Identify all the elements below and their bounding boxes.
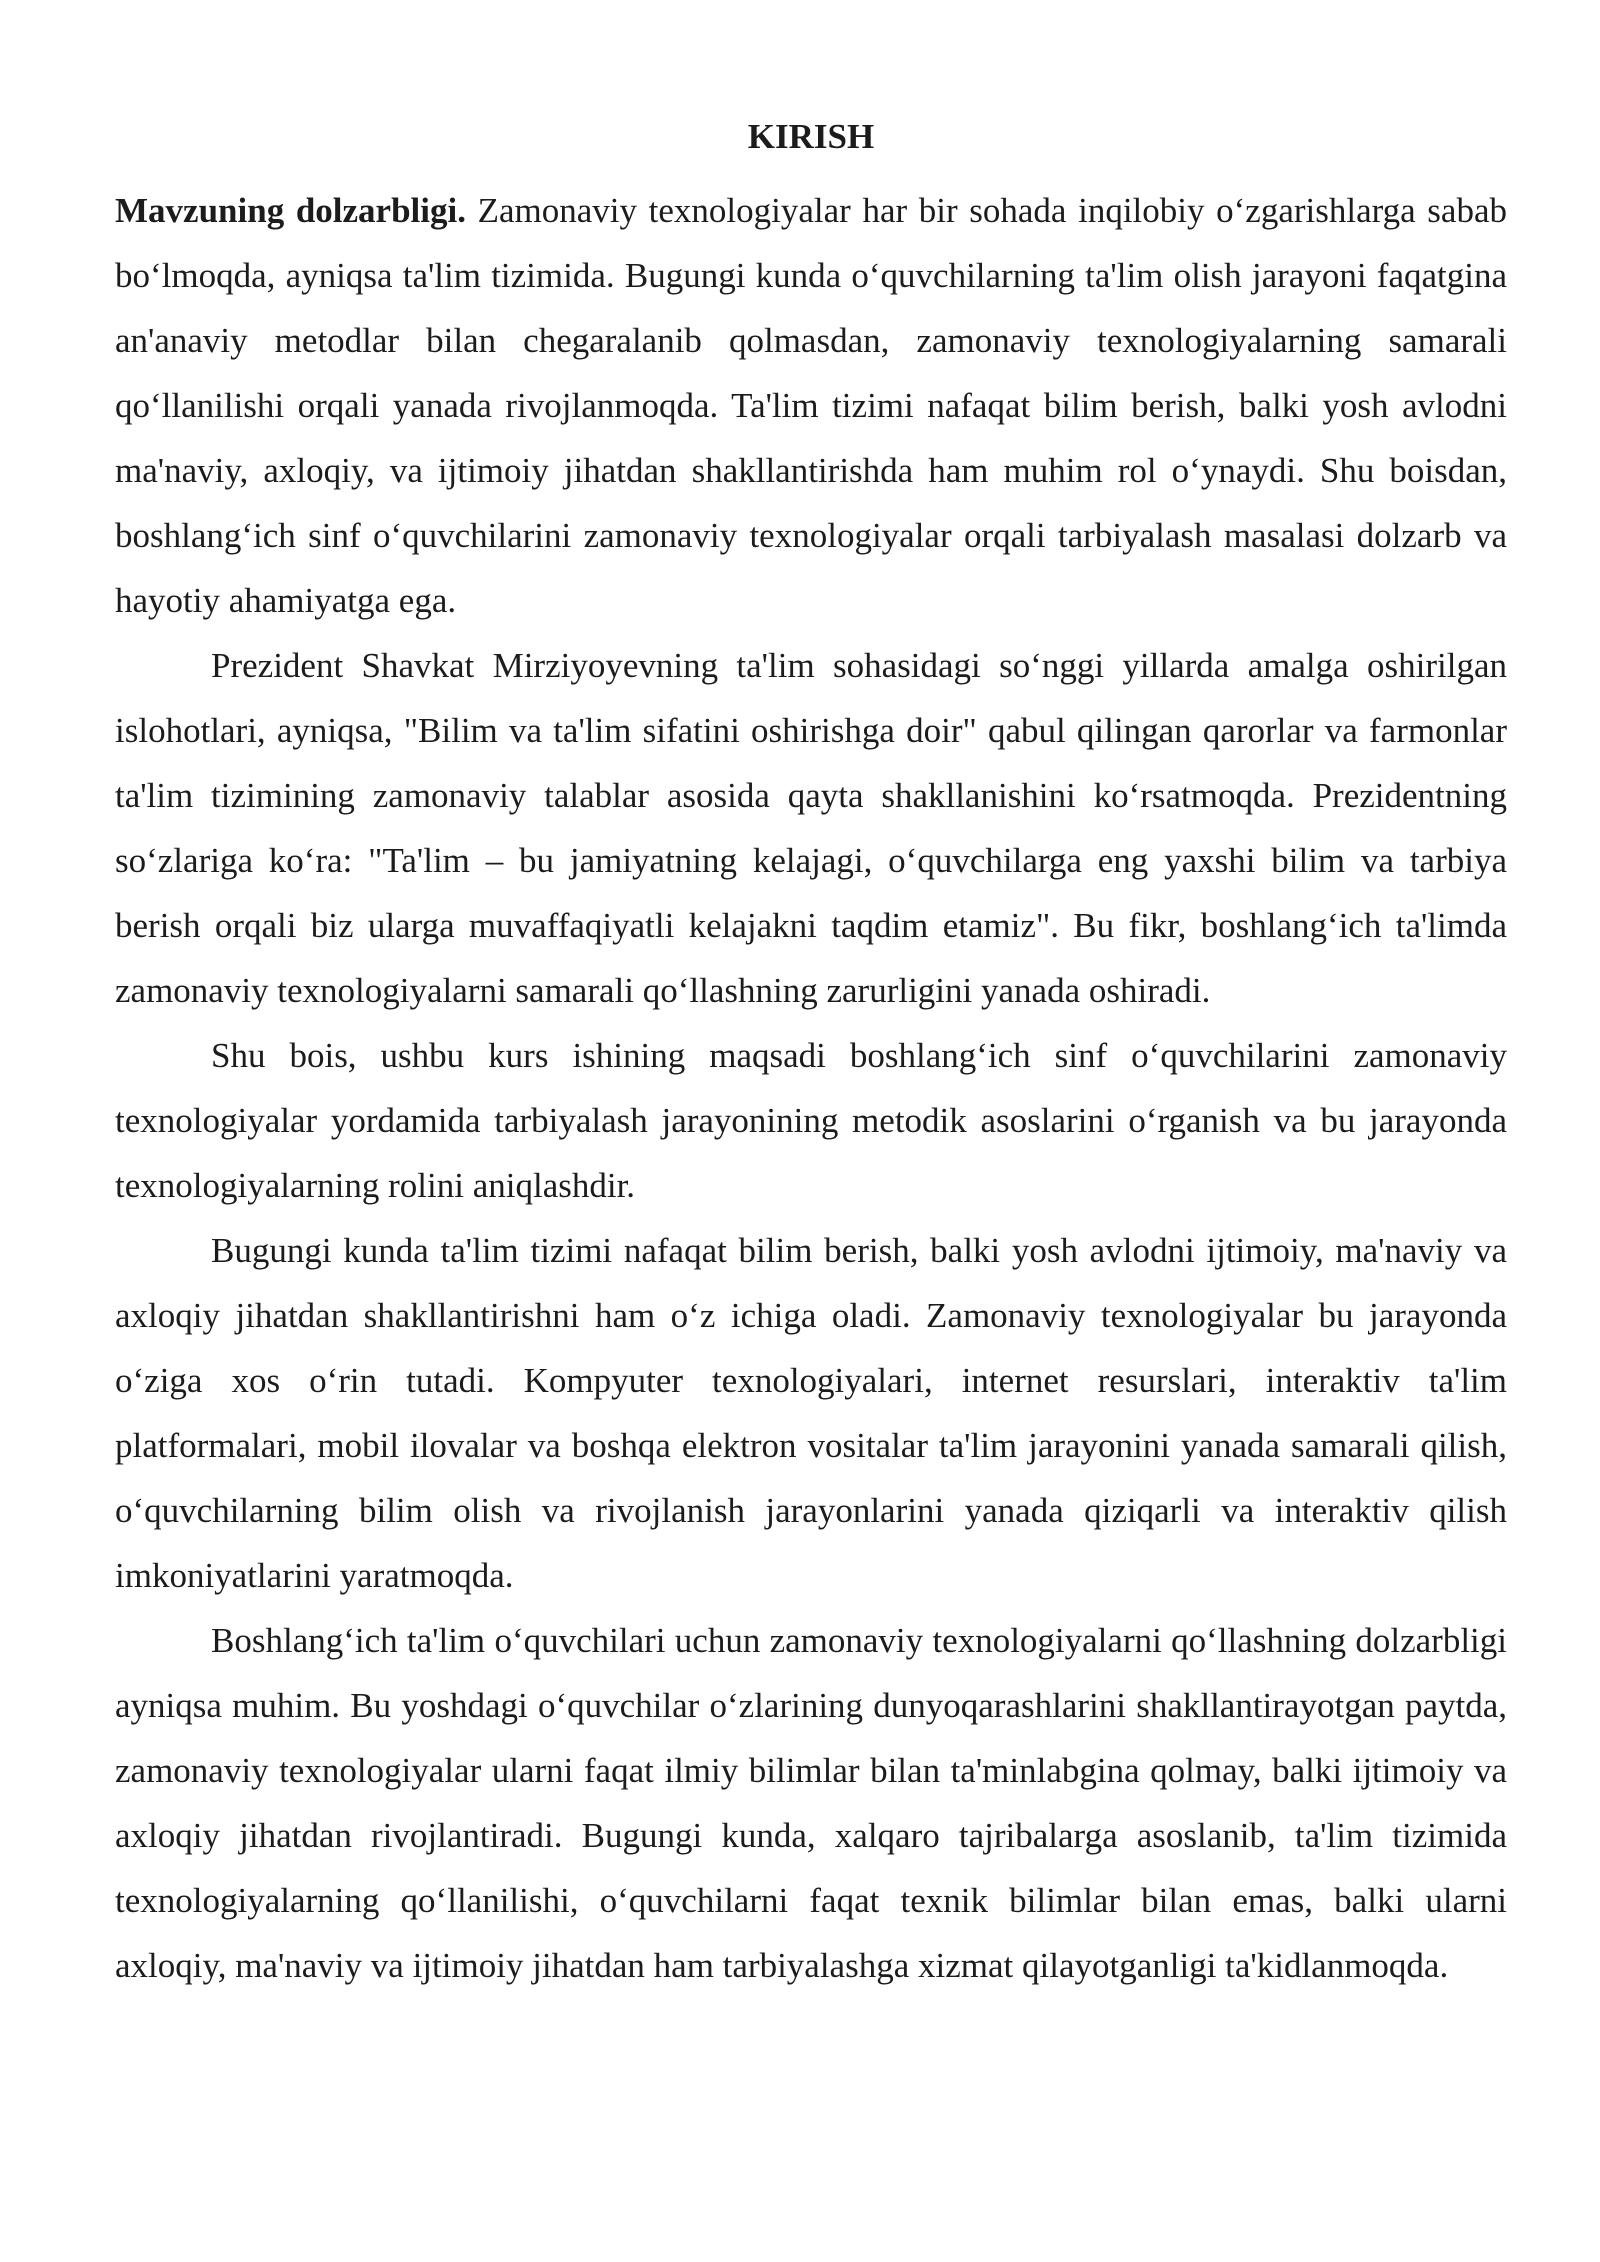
paragraph-modern-education: Bugungi kunda ta'lim tizimi nafaqat bilim berish, balki yosh avlodni ijtimoiy, ma'naviy va axloqiy jihatdan shakllantirishni ham o‘z ichiga oladi. Zamonaviy texnologiyalar bu jarayonda o‘ziga xos o‘rin tutadi. Kompyuter texnologiyalari, internet resurslari, interaktiv ta'lim platformalari, mobil ilovalar va boshqa elektron vositalar ta'lim jarayonini yanada samarali qilish, o‘quvchilarning bilim olish va rivojlanish jarayonlarini yanada qiziqarli va interaktiv qilish imkoniyatlarini yaratmoqda. (115, 1231, 1507, 1595)
section-lead: Mavzuning dolzarbligi. (115, 191, 466, 230)
intro-paragraph-text: Zamonaviy texnologiyalar har bir sohada inqilobiy o‘zgarishlarga sabab bo‘lmoqda, ayniqsa ta'lim tizimida. Bugungi kunda o‘quvchilarning ta'lim olish jarayoni faqatgina an'anaviy metodlar bilan chegaralanib qolmasdan, zamonaviy texnologiyalarning samarali qo‘llanilishi orqali yanada rivojlanmoqda. Ta'lim tizimi nafaqat bilim berish, balki yosh avlodni ma'naviy, axloqiy, va ijtimoiy jihatdan shakllantirishda ham muhim rol o‘ynaydi. Shu boisdan, boshlang‘ich sinf o‘quvchilarini zamonaviy texnologiyalar orqali tarbiyalash masalasi dolzarb va hayotiy ahamiyatga ega. (115, 191, 1508, 620)
intro-paragraph (115, 178, 1507, 633)
paragraph-president-reforms: Prezident Shavkat Mirziyoyevning ta'lim sohasidagi so‘nggi yillarda amalga oshirilgan islohotlari, ayniqsa, "Bilim va ta'lim sifatini oshirishga doir" qabul qilingan qarorlar va farmonlar ta'lim tizimining zamonaviy talablar asosida qayta shakllanishini ko‘rsatmoqda. Prezidentning so‘zlariga ko‘ra: "Ta'lim – bu jamiyatning kelajagi, o‘quvchilarga eng yaxshi bilim va tarbiya berish orqali biz ularga muvaffaqiyatli kelajakni taqdim etamiz". Bu fikr, boshlang‘ich ta'limda zamonaviy texnologiyalarni samarali qo‘llashning zarurligini yanada oshiradi. (115, 646, 1507, 1010)
paragraph-course-goal: Shu bois, ushbu kurs ishining maqsadi boshlang‘ich sinf o‘quvchilarini zamonaviy texnologiyalar yordamida tarbiyalash jarayonining metodik asoslarini o‘rganish va bu jarayonda texnologiyalarning rolini aniqlashdir. (115, 1036, 1507, 1205)
page-title: KIRISH (747, 117, 875, 156)
paragraph-primary-education: Boshlang‘ich ta'lim o‘quvchilari uchun zamonaviy texnologiyalarni qo‘llashning dolzarbligi ayniqsa muhim. Bu yoshdagi o‘quvchilar o‘zlarining dunyoqarashlarini shakllantirayotgan paytda, zamonaviy texnologiyalar ularni faqat ilmiy bilimlar bilan ta'minlabgina qolmay, balki ijtimoiy va axloqiy jihatdan rivojlantiradi. Bugungi kunda, xalqaro tajribalarga asoslanib, ta'lim tizimida texnologiyalarning qo‘llanilishi, o‘quvchilarni faqat texnik bilimlar bilan emas, balki ularni axloqiy, ma'naviy va ijtimoiy jihatdan ham tarbiyalashga xizmat qilayotganligi ta'kidlanmoqda. (115, 1621, 1507, 1985)
document-page (115, 112, 1507, 1998)
